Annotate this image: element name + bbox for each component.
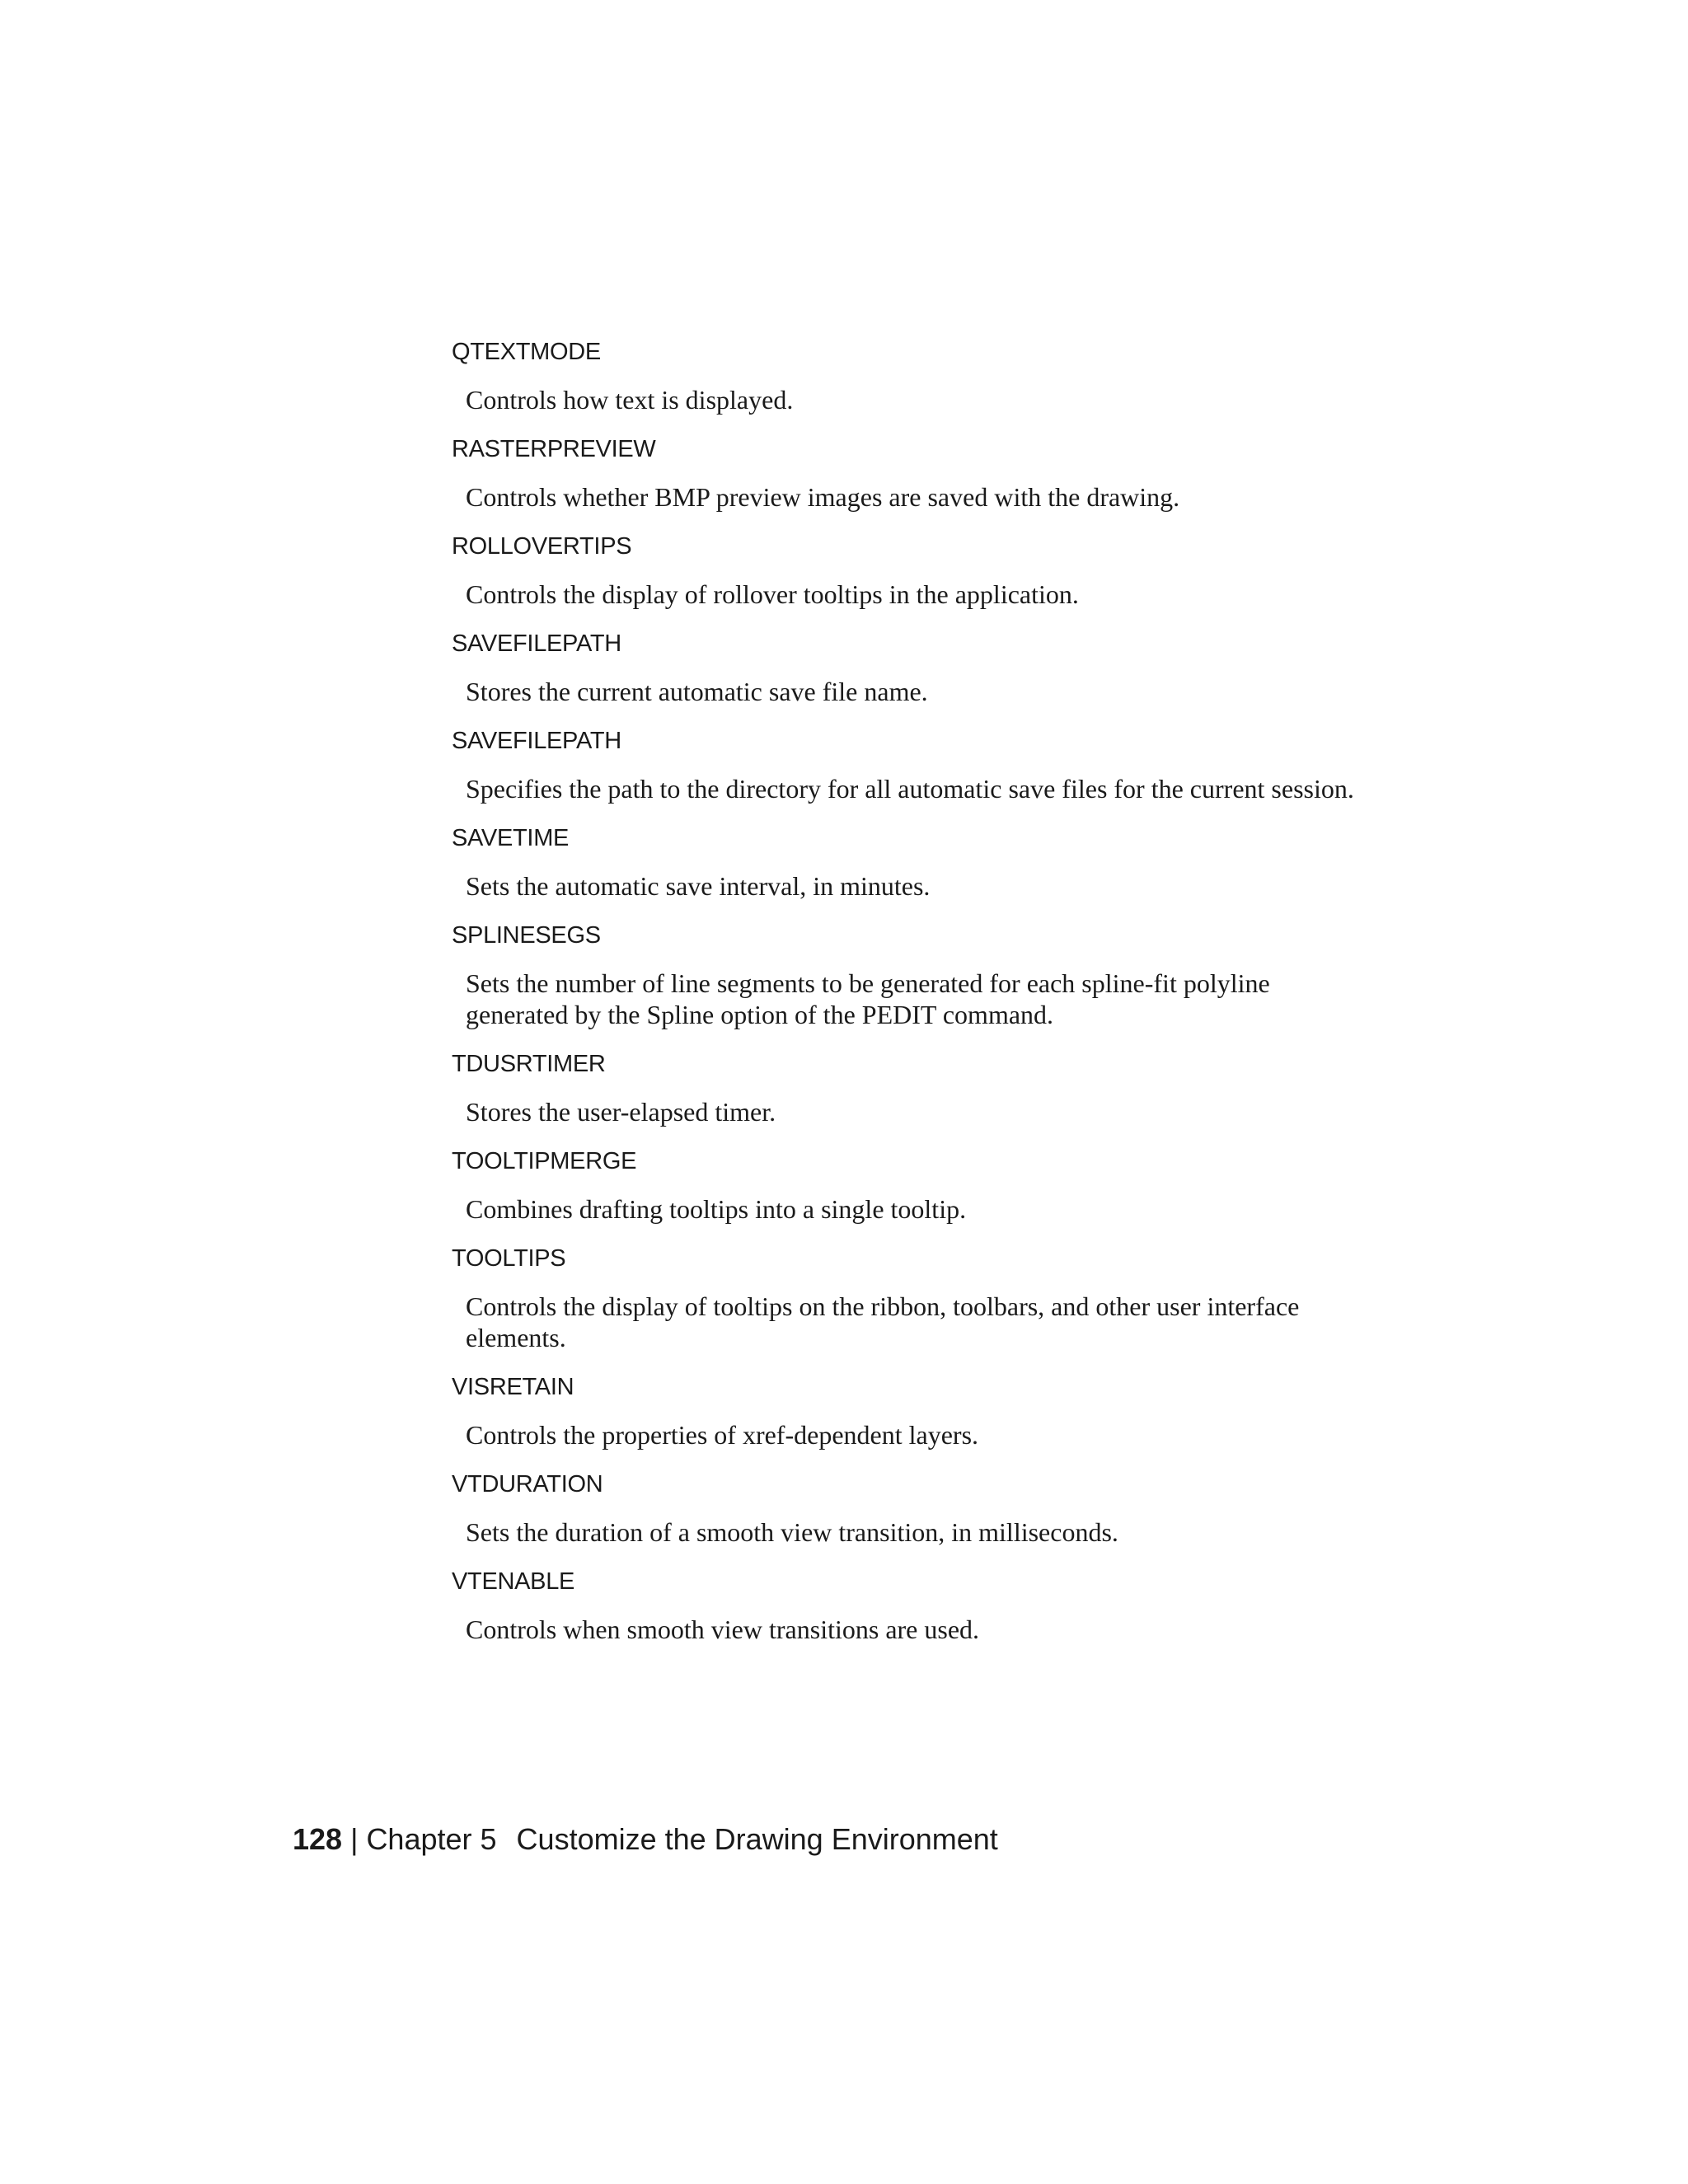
entry <box>452 336 1358 415</box>
chapter-label: Chapter 5 <box>366 1822 497 1856</box>
entry <box>452 1566 1358 1645</box>
entry <box>452 1048 1358 1127</box>
entry-term: VTDURATION <box>452 1471 603 1497</box>
entry <box>452 920 1358 1030</box>
entry-term: TOOLTIPS <box>452 1245 566 1272</box>
footer-separator: | <box>350 1822 359 1856</box>
entry-description: Controls the display of tooltips on the ribbon, toolbars, and other user interface elements. <box>466 1291 1300 1352</box>
entry-description: Sets the duration of a smooth view transition, in milliseconds. <box>466 1517 1118 1547</box>
entry <box>452 434 1358 513</box>
entry-description: Controls the properties of xref-dependent layers. <box>466 1420 979 1450</box>
entry <box>452 725 1358 804</box>
entry-term: TDUSRTIMER <box>452 1051 606 1077</box>
entry-description: Stores the current automatic save file name. <box>466 677 928 706</box>
entry <box>452 628 1358 707</box>
entry-description: Controls how text is displayed. <box>466 385 794 415</box>
chapter-title: Customize the Drawing Environment <box>516 1822 998 1856</box>
entry-term: SPLINESEGS <box>452 922 601 949</box>
entry-term: ROLLOVERTIPS <box>452 533 632 560</box>
entry <box>452 531 1358 610</box>
entry-description: Sets the number of line segments to be generated for each spline-fit polyline generated by the Spline option of the PEDIT command. <box>466 968 1270 1029</box>
entry-term: VTENABLE <box>452 1568 575 1595</box>
entry <box>452 1469 1358 1548</box>
entry <box>452 1146 1358 1225</box>
entry <box>452 1371 1358 1451</box>
entry-term: RASTERPREVIEW <box>452 436 656 462</box>
page-number: 128 <box>293 1822 343 1856</box>
entry-description: Sets the automatic save interval, in minutes. <box>466 871 931 901</box>
entry-description: Specifies the path to the directory for all automatic save files for the current session. <box>466 774 1354 804</box>
page-footer <box>293 1821 998 1858</box>
entry-description: Controls whether BMP preview images are saved with the drawing. <box>466 482 1180 512</box>
entry-term: TOOLTIPMERGE <box>452 1148 637 1174</box>
entry-term: SAVEFILEPATH <box>452 728 621 754</box>
system-variable-list <box>452 336 1358 1663</box>
entry <box>452 823 1358 902</box>
entry-term: QTEXTMODE <box>452 339 601 365</box>
entry <box>452 1243 1358 1353</box>
entry-description: Combines drafting tooltips into a single tooltip. <box>466 1194 967 1224</box>
entry-term: VISRETAIN <box>452 1374 574 1400</box>
entry-term: SAVEFILEPATH <box>452 630 621 657</box>
entry-term: SAVETIME <box>452 825 570 851</box>
entry-description: Controls the display of rollover tooltips in the application. <box>466 579 1079 609</box>
entry-description: Controls when smooth view transitions are used. <box>466 1615 980 1644</box>
entry-description: Stores the user-elapsed timer. <box>466 1097 776 1127</box>
